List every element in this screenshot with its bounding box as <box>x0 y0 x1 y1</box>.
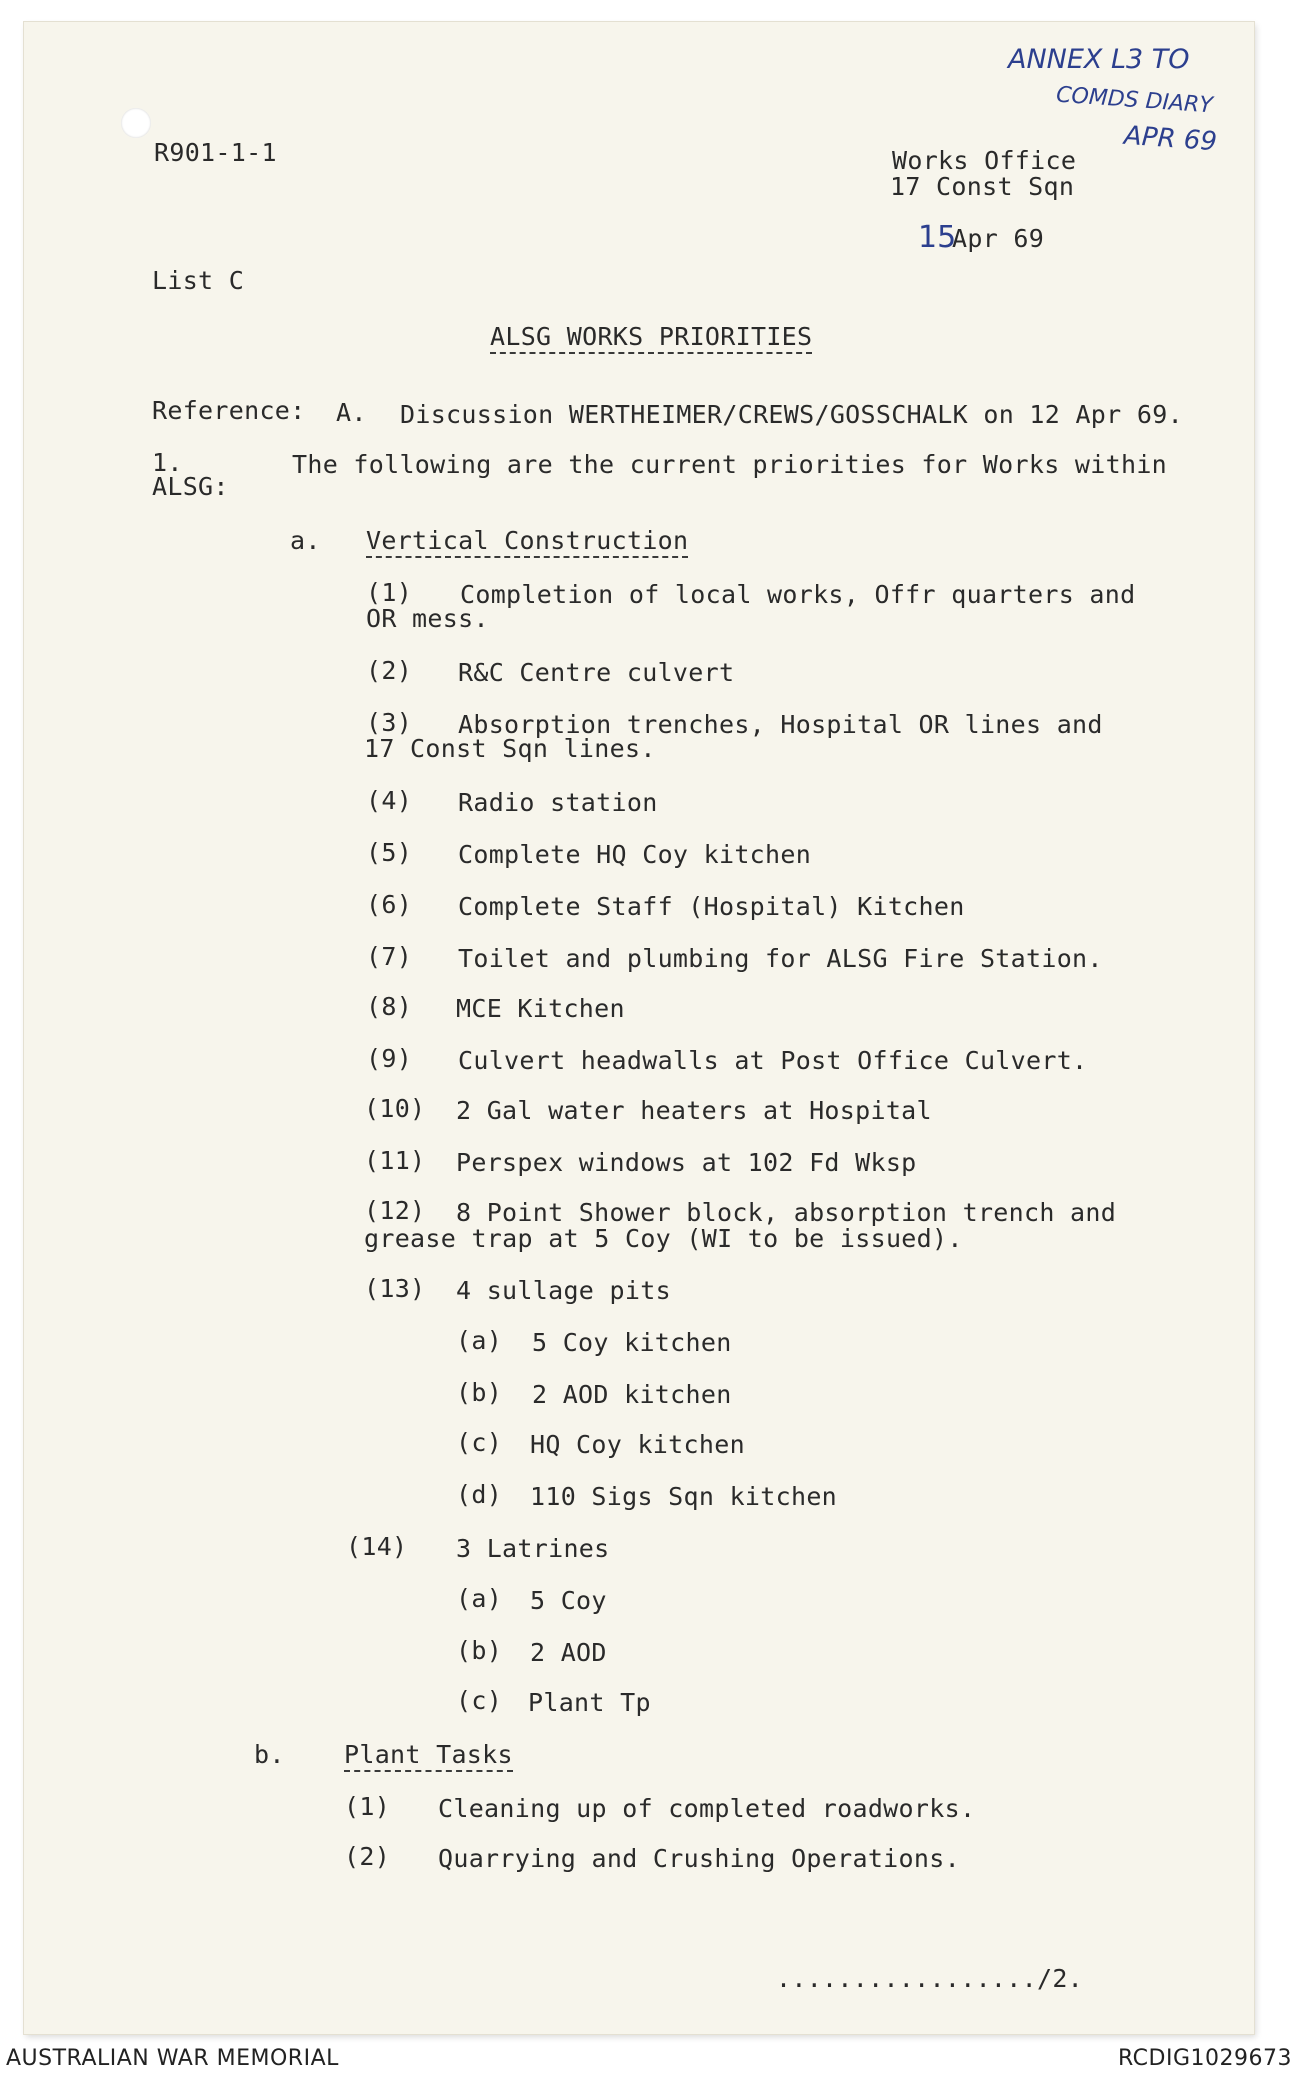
list-item-number: (6) <box>366 890 413 919</box>
list-item-text: 4 sullage pits <box>456 1276 671 1305</box>
reference-text: Discussion WERTHEIMER/CREWS/GOSSCHALK on 12 Apr 69. <box>400 400 1183 429</box>
para-number: 1. <box>152 448 183 477</box>
date-month-year: Apr 69 <box>952 224 1045 253</box>
reference-label: Reference: <box>152 396 306 425</box>
list-item-number: (1) <box>344 1792 391 1821</box>
para-text-line2: ALSG: <box>152 472 229 501</box>
continuation-marker: ................./2. <box>776 1964 1084 1993</box>
list-item-number: (10) <box>364 1094 426 1123</box>
list-item-number: (11) <box>364 1146 426 1175</box>
section-b-letter: b. <box>254 1740 285 1769</box>
list-item-text: Complete HQ Coy kitchen <box>458 840 812 869</box>
list-item-number: (2) <box>344 1842 391 1871</box>
list-item-number: (1) <box>366 578 413 607</box>
reference-letter: A. <box>336 398 367 427</box>
list-item-text: Complete Staff (Hospital) Kitchen <box>458 892 965 921</box>
document-title: ALSG WORKS PRIORITIES <box>490 324 812 354</box>
list-item-number: (2) <box>366 656 413 685</box>
office-line1: Works Office <box>892 146 1077 175</box>
subitem-number: (b) <box>456 1378 503 1407</box>
list-item-number: (4) <box>366 786 413 815</box>
list-item-number: (8) <box>366 992 413 1021</box>
subitem-text: 110 Sigs Sqn kitchen <box>530 1482 838 1511</box>
footer-source: AUSTRALIAN WAR MEMORIAL <box>6 2046 339 2071</box>
list-item-text: R&C Centre culvert <box>458 658 735 687</box>
list-item-text: Culvert headwalls at Post Office Culvert. <box>458 1046 1088 1075</box>
handwritten-annotation-line3: APR 69 <box>1123 120 1218 158</box>
subitem-text: HQ Coy kitchen <box>530 1430 745 1459</box>
date-day-handwritten: 15 <box>918 220 957 255</box>
subitem-text: 2 AOD <box>530 1638 607 1667</box>
list-item-number: (14) <box>346 1532 408 1561</box>
list-item-text: MCE Kitchen <box>456 994 625 1023</box>
list-item-text: 3 Latrines <box>456 1534 610 1563</box>
list-item-continuation: 17 Const Sqn lines. <box>364 734 656 763</box>
office-line2: 17 Const Sqn <box>890 172 1075 201</box>
handwritten-annotation-line1: ANNEX L3 TO <box>1008 44 1190 75</box>
list-item-text: Perspex windows at 102 Fd Wksp <box>456 1148 917 1177</box>
file-reference: R901-1-1 <box>154 138 277 167</box>
list-item-text: Quarrying and Crushing Operations. <box>438 1844 960 1873</box>
list-item-number: (3) <box>366 708 413 737</box>
list-item-continuation: grease trap at 5 Coy (WI to be issued). <box>364 1224 963 1253</box>
list-label: List C <box>152 266 245 295</box>
list-item-text: Absorption trenches, Hospital OR lines and <box>458 710 1103 739</box>
footer-image-id: RCDIG1029673 <box>1117 2046 1292 2071</box>
section-b-heading: Plant Tasks <box>344 1742 513 1772</box>
list-item-text: 8 Point Shower block, absorption trench and <box>456 1198 1117 1227</box>
list-item-text: Completion of local works, Offr quarters and <box>460 580 1136 609</box>
subitem-text: Plant Tp <box>528 1688 651 1717</box>
subitem-text: 5 Coy <box>530 1586 607 1615</box>
subitem-number: (c) <box>456 1428 503 1457</box>
para-text-line1: The following are the current priorities for Works within <box>292 450 1168 479</box>
subitem-number: (d) <box>456 1480 503 1509</box>
list-item-text: 2 Gal water heaters at Hospital <box>456 1096 932 1125</box>
list-item-number: (9) <box>366 1044 413 1073</box>
list-item-text: Radio station <box>458 788 658 817</box>
subitem-number: (b) <box>456 1636 503 1665</box>
subitem-number: (a) <box>456 1584 503 1613</box>
handwritten-annotation-line2: COMDS DIARY <box>1055 82 1214 119</box>
list-item-number: (12) <box>364 1196 426 1225</box>
subitem-text: 5 Coy kitchen <box>532 1328 732 1357</box>
punch-hole <box>121 108 151 138</box>
list-item-number: (5) <box>366 838 413 867</box>
list-item-text: Cleaning up of completed roadworks. <box>438 1794 976 1823</box>
section-a-heading: Vertical Construction <box>366 528 688 558</box>
list-item-number: (13) <box>364 1274 426 1303</box>
section-a-letter: a. <box>290 526 321 555</box>
list-item-number: (7) <box>366 942 413 971</box>
subitem-text: 2 AOD kitchen <box>532 1380 732 1409</box>
subitem-number: (c) <box>456 1686 503 1715</box>
list-item-continuation: OR mess. <box>366 604 489 633</box>
subitem-number: (a) <box>456 1326 503 1355</box>
list-item-text: Toilet and plumbing for ALSG Fire Station. <box>458 944 1103 973</box>
